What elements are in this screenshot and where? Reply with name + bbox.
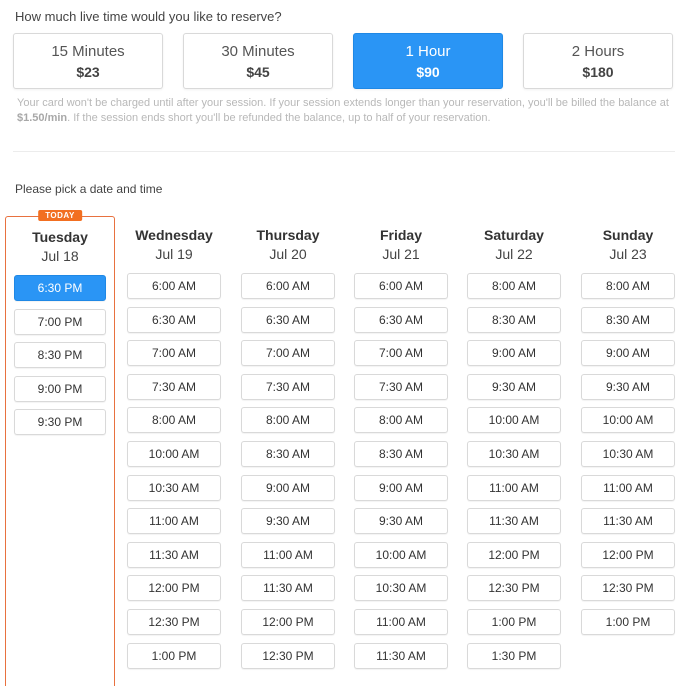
time-slot-button[interactable]: 7:00 PM xyxy=(14,309,106,335)
duration-option-15-minutes[interactable] xyxy=(13,33,163,89)
time-slot-button[interactable]: 12:00 PM xyxy=(241,609,335,635)
duration-question: How much live time would you like to reserve? xyxy=(15,9,282,24)
time-slot-button[interactable]: 9:30 AM xyxy=(467,374,561,400)
time-slot-button[interactable]: 6:30 PM xyxy=(14,275,106,301)
time-slot-button[interactable]: 8:30 AM xyxy=(467,307,561,333)
time-slot-button[interactable]: 8:00 AM xyxy=(241,407,335,433)
time-slot-button[interactable]: 8:30 AM xyxy=(354,441,448,467)
day-date: Jul 22 xyxy=(495,246,533,262)
time-slot-button[interactable]: 11:30 AM xyxy=(581,508,675,534)
time-slot-button[interactable]: 6:00 AM xyxy=(241,273,335,299)
day-name: Sunday xyxy=(602,227,654,243)
time-slot-button[interactable]: 10:30 AM xyxy=(581,441,675,467)
time-slot-button[interactable]: 11:30 AM xyxy=(467,508,561,534)
time-slot-button[interactable]: 6:00 AM xyxy=(127,273,221,299)
duration-price: $180 xyxy=(582,64,614,80)
day-name: Friday xyxy=(379,227,422,243)
time-slot-button[interactable]: 10:00 AM xyxy=(581,407,675,433)
day-date: Jul 20 xyxy=(269,246,307,262)
time-slot-button[interactable]: 1:30 PM xyxy=(467,643,561,669)
billing-note-text-end: . If the session ends short you'll be refunded the balance, up to half of your reservation. xyxy=(67,112,491,124)
time-slot-button[interactable]: 8:00 AM xyxy=(581,273,675,299)
time-slot-button[interactable]: 8:00 AM xyxy=(467,273,561,299)
duration-option-2-hours[interactable] xyxy=(523,33,673,89)
time-slot-button[interactable]: 1:00 PM xyxy=(127,643,221,669)
time-slot-button[interactable]: 7:00 AM xyxy=(241,340,335,366)
time-slot-button[interactable]: 11:30 AM xyxy=(241,575,335,601)
time-slot-button[interactable]: 9:00 AM xyxy=(581,340,675,366)
day-date: Jul 18 xyxy=(41,248,79,264)
billing-note-text: Your card won't be charged until after your session. If your session extends longer than your reservation, you'll be billed the balance at xyxy=(17,97,669,109)
time-slot-button[interactable]: 7:00 AM xyxy=(127,340,221,366)
time-slot-button[interactable]: 12:00 PM xyxy=(127,575,221,601)
time-slot-button[interactable]: 8:30 AM xyxy=(241,441,335,467)
time-slot-button[interactable]: 8:00 AM xyxy=(127,407,221,433)
time-slot-button[interactable]: 8:30 AM xyxy=(581,307,675,333)
time-slot-button[interactable]: 9:30 PM xyxy=(14,409,106,435)
time-slot-button[interactable]: 11:00 AM xyxy=(467,475,561,501)
time-slot-button[interactable]: 11:30 AM xyxy=(127,542,221,568)
duration-price: $90 xyxy=(416,64,440,80)
day-date: Jul 23 xyxy=(609,246,647,262)
time-slot-button[interactable]: 9:00 AM xyxy=(467,340,561,366)
time-slot-button[interactable]: 10:00 AM xyxy=(127,441,221,467)
time-slot-button[interactable]: 11:00 AM xyxy=(354,609,448,635)
time-slot-button[interactable]: 7:30 AM xyxy=(127,374,221,400)
duration-label: 2 Hours xyxy=(571,43,625,60)
time-slot-button[interactable]: 10:30 AM xyxy=(127,475,221,501)
time-slot-button[interactable]: 9:30 AM xyxy=(581,374,675,400)
time-slot-button[interactable]: 10:00 AM xyxy=(467,407,561,433)
duration-price: $23 xyxy=(76,64,100,80)
date-time-prompt: Please pick a date and time xyxy=(15,182,163,196)
day-column-tuesday xyxy=(5,211,115,686)
day-name: Tuesday xyxy=(32,229,88,245)
time-slot-button[interactable]: 7:00 AM xyxy=(354,340,448,366)
time-slot-button[interactable]: 1:00 PM xyxy=(581,609,675,635)
time-slot-button[interactable]: 8:30 PM xyxy=(14,342,106,368)
duration-label: 30 Minutes xyxy=(221,43,295,60)
time-slot-button[interactable]: 11:00 AM xyxy=(241,542,335,568)
day-date: Jul 19 xyxy=(155,246,193,262)
time-slot-button[interactable]: 10:00 AM xyxy=(354,542,448,568)
day-name: Thursday xyxy=(256,227,320,243)
time-slot-button[interactable]: 12:30 PM xyxy=(127,609,221,635)
time-slot-button[interactable]: 11:00 AM xyxy=(127,508,221,534)
time-slot-button[interactable]: 6:30 AM xyxy=(354,307,448,333)
time-slot-button[interactable]: 11:30 AM xyxy=(354,643,448,669)
day-date: Jul 21 xyxy=(382,246,420,262)
time-slot-button[interactable]: 6:30 AM xyxy=(127,307,221,333)
time-slot-button[interactable]: 9:00 PM xyxy=(14,376,106,402)
duration-options xyxy=(13,33,675,91)
time-slot-button[interactable]: 11:00 AM xyxy=(581,475,675,501)
billing-rate: $1.50/min xyxy=(17,112,68,124)
time-slot-button[interactable]: 12:00 PM xyxy=(581,542,675,568)
billing-note xyxy=(17,96,677,126)
time-slot-button[interactable]: 9:30 AM xyxy=(354,508,448,534)
time-slot-button[interactable]: 9:00 AM xyxy=(354,475,448,501)
duration-label: 15 Minutes xyxy=(51,43,125,60)
time-slot-button[interactable]: 12:30 PM xyxy=(581,575,675,601)
time-slot-button[interactable]: 9:30 AM xyxy=(241,508,335,534)
duration-option-1-hour[interactable] xyxy=(353,33,503,89)
time-slot-button[interactable]: 7:30 AM xyxy=(241,374,335,400)
today-badge: TODAY xyxy=(38,210,82,221)
day-name: Wednesday xyxy=(135,227,213,243)
time-slot-button[interactable]: 12:00 PM xyxy=(467,542,561,568)
time-slot-button[interactable]: 8:00 AM xyxy=(354,407,448,433)
time-slot-button[interactable]: 7:30 AM xyxy=(354,374,448,400)
duration-label: 1 Hour xyxy=(405,43,451,60)
time-slot-button[interactable]: 6:30 AM xyxy=(241,307,335,333)
time-slot-button[interactable]: 6:00 AM xyxy=(354,273,448,299)
time-slot-button[interactable]: 1:00 PM xyxy=(467,609,561,635)
section-divider xyxy=(13,151,675,152)
time-slot-button[interactable]: 10:30 AM xyxy=(354,575,448,601)
duration-option-30-minutes[interactable] xyxy=(183,33,333,89)
time-slot-button[interactable]: 12:30 PM xyxy=(467,575,561,601)
time-slot-button[interactable]: 9:00 AM xyxy=(241,475,335,501)
time-slot-button[interactable]: 12:30 PM xyxy=(241,643,335,669)
day-name: Saturday xyxy=(484,227,544,243)
time-slot-button[interactable]: 10:30 AM xyxy=(467,441,561,467)
duration-price: $45 xyxy=(246,64,270,80)
